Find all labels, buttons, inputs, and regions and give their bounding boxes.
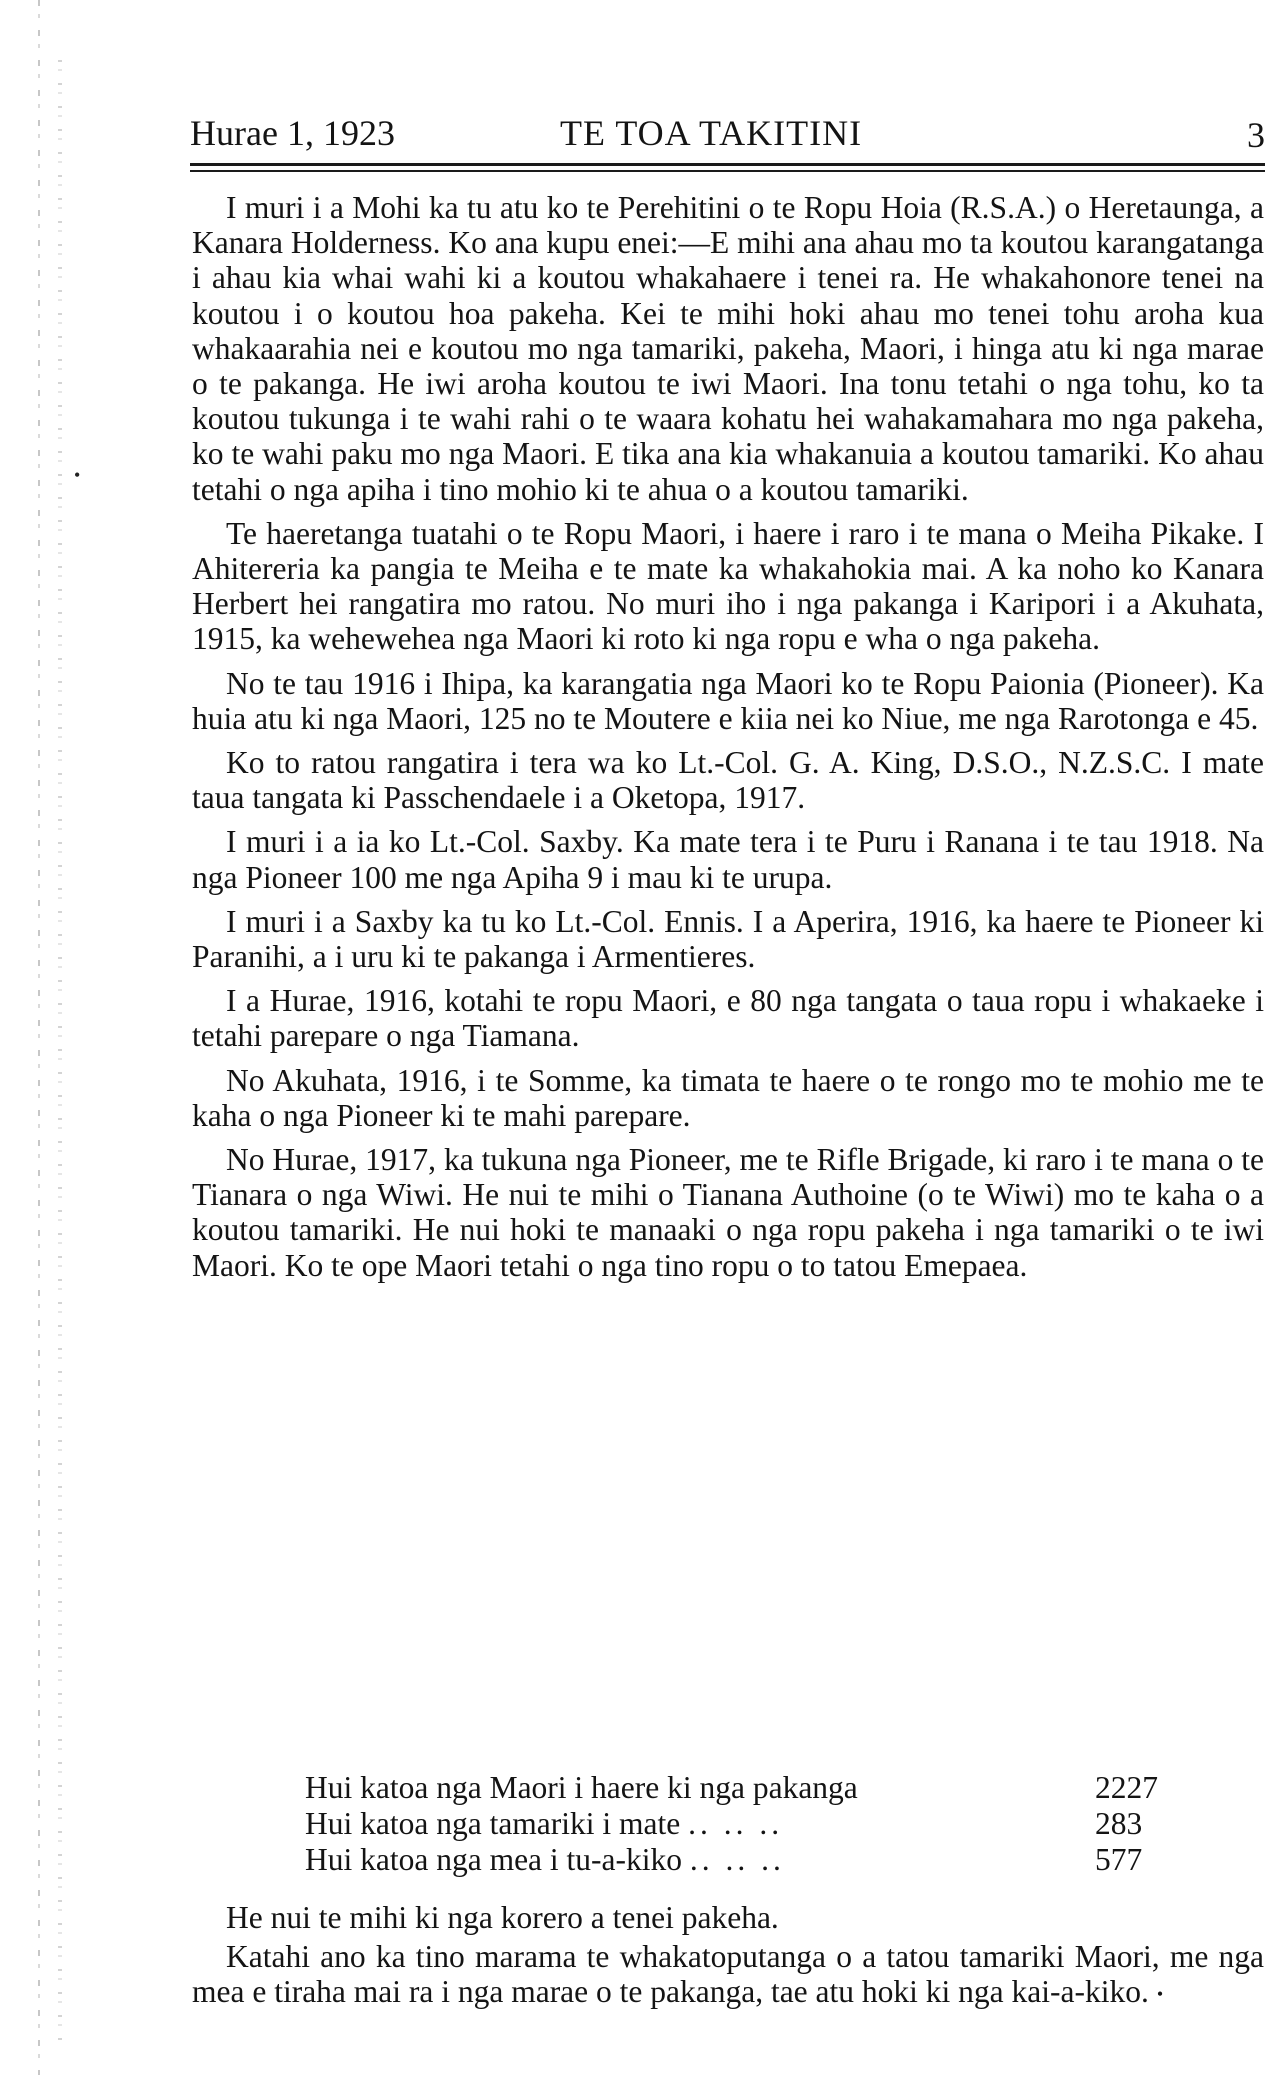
scan-edge-inner: [58, 60, 62, 2040]
page-header: [190, 112, 1265, 160]
paragraph: No te tau 1916 i Ihipa, ka karangatia nga Maori ko te Ropu Paionia (Pioneer). Ka huia atu ki nga Maori, 125 no te Moutere e kiia nei ko Niue, me nga Rarotonga e 45.: [192, 665, 1264, 736]
article-body: [192, 190, 1264, 1292]
tally-label-group: [305, 1842, 785, 1878]
issue-date: Hurae 1, 1923: [190, 113, 395, 153]
casualty-tally: [305, 1770, 1175, 1878]
tally-label-group: [305, 1806, 783, 1842]
margin-mark: •: [74, 465, 81, 485]
paragraph: [192, 1939, 1264, 2013]
page-number: 3: [1247, 115, 1265, 155]
end-mark: •: [1156, 1984, 1164, 2005]
tally-row: [305, 1770, 1175, 1806]
paragraph: I a Hurae, 1916, kotahi te ropu Maori, e 80 nga tangata o taua ropu i whakaeke i tetahi parepare o nga Tiamana.: [192, 983, 1264, 1054]
leader-dots: .. .. ..: [689, 1842, 785, 1877]
tally-label: Hui katoa nga tamariki i mate: [305, 1806, 681, 1841]
tally-value: 2227: [1095, 1770, 1158, 1805]
paragraph: Ko to ratou rangatira i tera wa ko Lt.-Col. G. A. King, D.S.O., N.Z.S.C. I mate taua tangata ki Passchendaele i a Oketopa, 1917.: [192, 745, 1264, 816]
paragraph: I muri i a Mohi ka tu atu ko te Perehitini o te Ropu Hoia (R.S.A.) o Heretaunga, a Kanara Holderness. Ko ana kupu enei:—E mihi ana ahau mo ta koutou karangatanga i ahau kia whai wahi ki a koutou whakahaere i tenei ra. He whakahonore tenei na koutou i o koutou hoa pakeha. Kei te mihi hoki ahau mo tenei tohu aroha kua whakaarahia nei e koutou mo nga tamariki, pakeha, Maori, i hinga atu ki nga marae o te pakanga. He iwi aroha koutou te iwi Maori. Ina tonu tetahi o nga tohu, ko ta koutou tukunga i te wahi rahi o te waara kohatu hei wahakamahara mo nga pakeha, ko te wahi paku mo nga Maori. E tika ana kia whakanuia a koutou tamariki. Ko ahau tetahi o nga apiha i tino mohio ki te ahua o a koutou tamariki.: [192, 190, 1264, 507]
tally-row: [305, 1842, 1175, 1878]
paragraph: No Akuhata, 1916, i te Somme, ka timata te haere o te rongo mo te mohio me te kaha o nga Pioneer ki te mahi parepare.: [192, 1062, 1264, 1133]
tally-value: 283: [1095, 1806, 1143, 1841]
paragraph: I muri i a Saxby ka tu ko Lt.-Col. Ennis. I a Aperira, 1916, ka haere te Pioneer ki Paranihi, a i uru ki te pakanga i Armentieres.: [192, 903, 1264, 975]
header-rule-thick: [190, 163, 1265, 166]
paragraph-text: Katahi ano ka tino marama te whakatoputanga o a tatou tamariki Maori, me nga mea e tiraha mai ra i nga marae o te pakanga, tae atu hoki ki nga kai-a-kiko.: [192, 1938, 1264, 2009]
tally-value: 577: [1095, 1842, 1143, 1877]
paragraph: Te haeretanga tuatahi o te Ropu Maori, i haere i raro i te mana o Meiha Pikake. I Ahitereria ka pangia te Meiha e te mate ka whakahokia mai. A ka noho ko Kanara Herbert hei rangatira mo ratou. No muri iho i nga pakanga i Karipori i a Akuhata, 1915, ka wehewehea nga Maori ki roto ki nga ropu e wha o nga pakeha.: [192, 515, 1264, 657]
leader-dots: .. .. ..: [688, 1806, 784, 1841]
publication-title: TE TOA TAKITINI: [560, 113, 863, 153]
scan-edge: [38, 0, 40, 2075]
tally-label: Hui katoa nga Maori i haere ki nga pakanga: [305, 1770, 858, 1805]
tally-label: Hui katoa nga mea i tu-a-kiko: [305, 1842, 683, 1877]
paragraph: No Hurae, 1917, ka tukuna nga Pioneer, me te Rifle Brigade, ki raro i te mana o te Tianara o nga Wiwi. He nui te mihi o Tianana Authoine (o te Wiwi) mo te kaha o a koutou tamariki. He nui hoki te manaaki o nga ropu pakeha i nga tamariki o te iwi Maori. Ko te ope Maori tetahi o nga tino ropu o to tatou Emepaea.: [192, 1142, 1264, 1283]
header-rule-thin: [190, 170, 1265, 172]
paragraph: I muri i a ia ko Lt.-Col. Saxby. Ka mate tera i te Puru i Ranana i te tau 1918. Na nga Pioneer 100 me nga Apiha 9 i mau ki te urupa.: [192, 824, 1264, 895]
tally-row: [305, 1806, 1175, 1842]
paragraph: He nui te mihi ki nga korero a tenei pakeha.: [226, 1900, 779, 1935]
closing-section: [192, 1900, 1264, 2016]
